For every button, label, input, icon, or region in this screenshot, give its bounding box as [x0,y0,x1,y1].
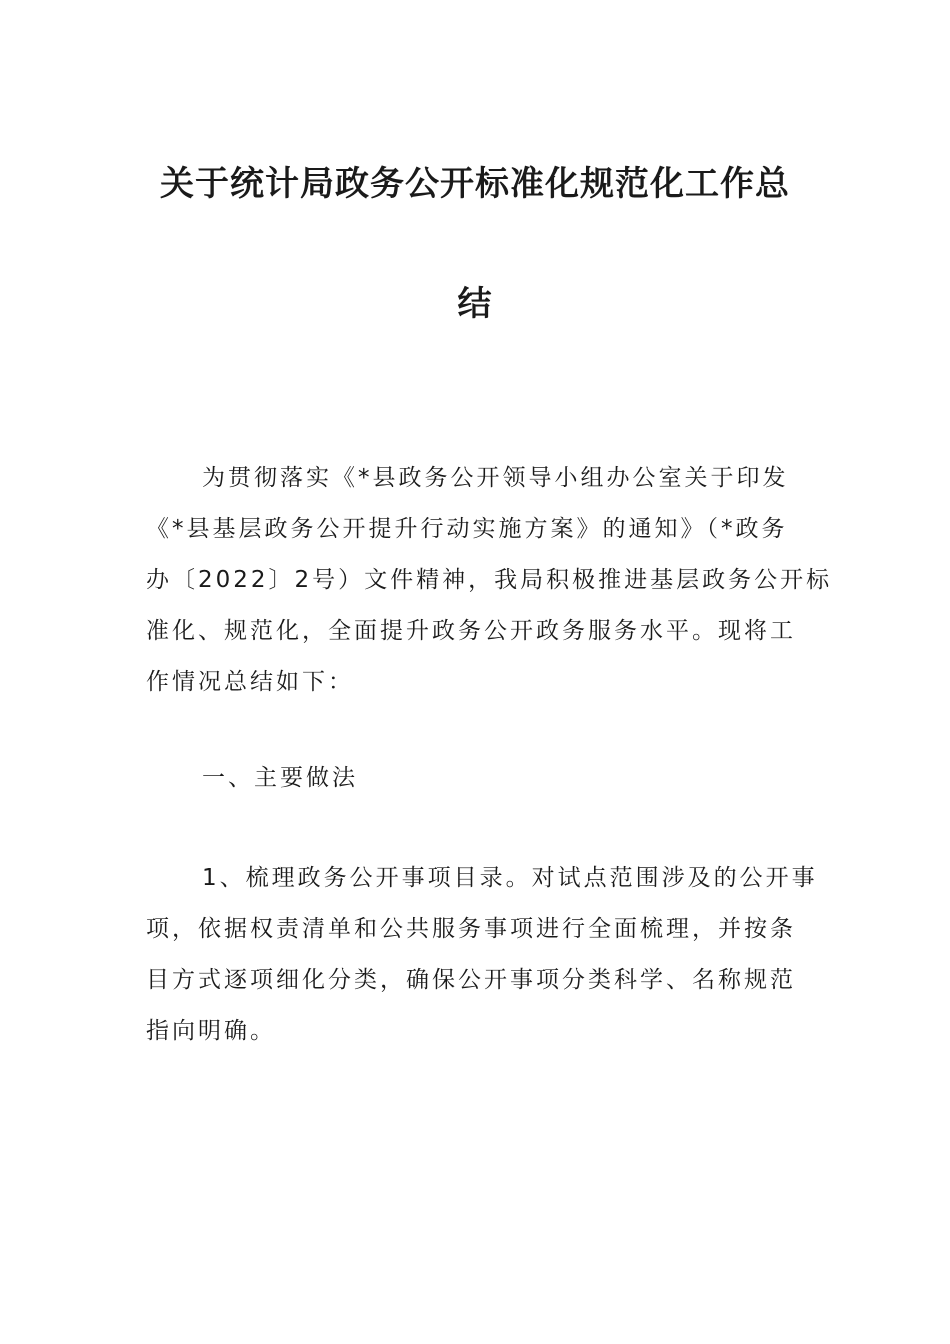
intro-line: 准化、规范化，全面提升政务公开政务服务水平。现将工 [146,618,796,644]
intro-line: 作情况总结如下： [146,669,354,695]
item-line: 目方式逐项细化分类，确保公开事项分类科学、名称规范 [146,967,796,993]
document-title-line-2: 结 [457,284,493,324]
intro-line: 为贯彻落实《*县政务公开领导小组办公室关于印发 [202,465,789,491]
item-line: 1、梳理政务公开事项目录。对试点范围涉及的公开事 [202,865,818,891]
item-line: 项，依据权责清单和公共服务事项进行全面梳理，并按条 [146,916,796,942]
intro-line: 办〔2022〕2号）文件精神，我局积极推进基层政务公开标 [146,567,833,593]
document-title-line-1: 关于统计局政务公开标准化规范化工作总 [160,164,790,204]
intro-line: 《*县基层政务公开提升行动实施方案》的通知》（*政务 [146,516,788,542]
section-heading [146,753,808,804]
item-line: 指向明确。 [146,1018,276,1044]
section-heading-text: 一、主要做法 [202,765,358,791]
item-1-paragraph [146,853,818,1057]
intro-paragraph [146,453,833,708]
